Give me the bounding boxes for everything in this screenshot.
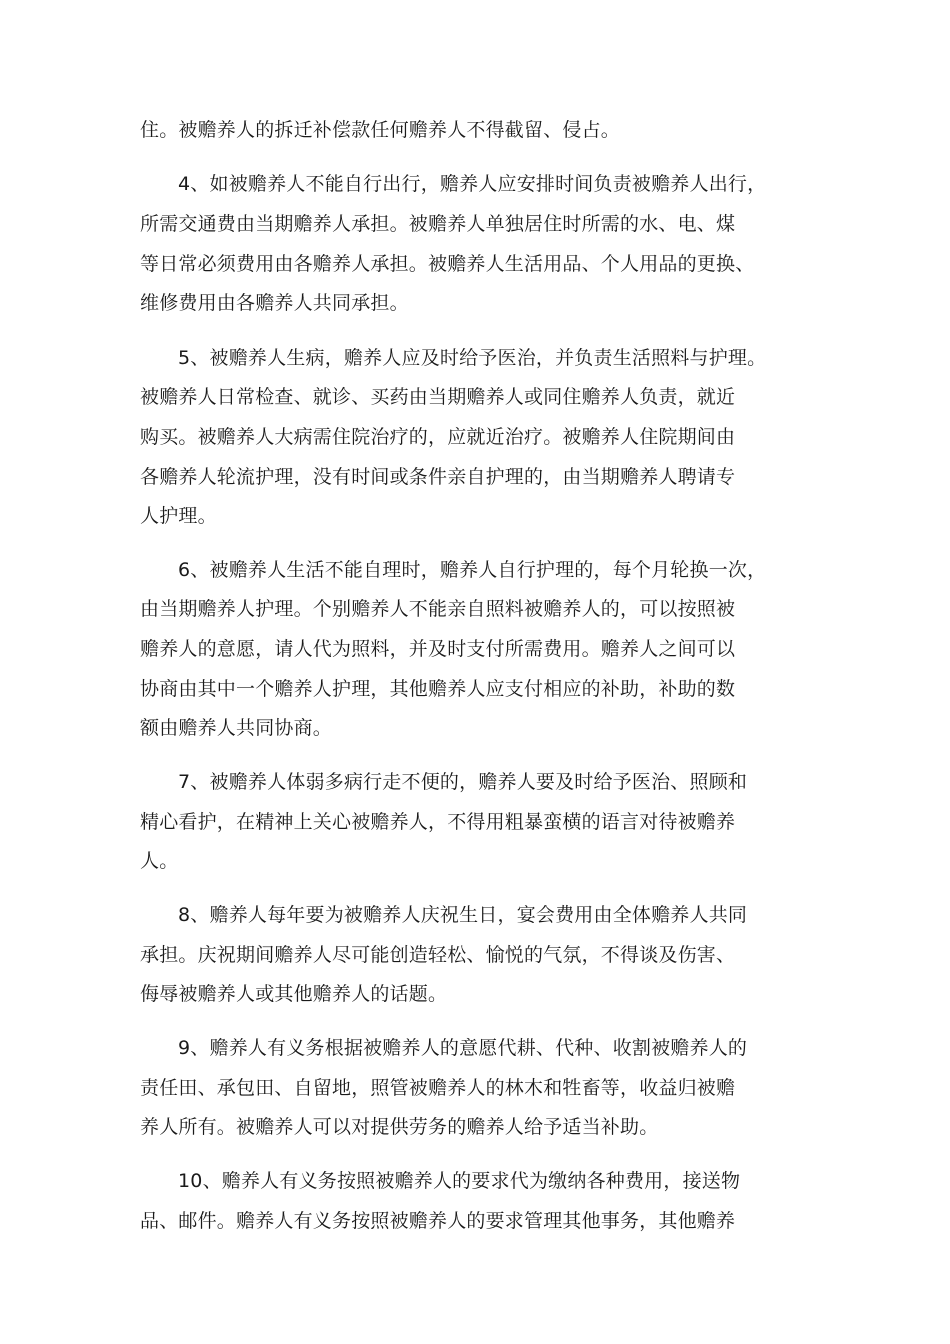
text-line: 7、被赡养人体弱多病行走不便的，赡养人要及时给予医治、照顾和 — [178, 771, 748, 793]
text-line: 侮辱被赡养人或其他赡养人的话题。 — [140, 983, 448, 1005]
text-line: 等日常必须费用由各赡养人承担。被赡养人生活用品、个人用品的更换、 — [140, 253, 755, 275]
text-line: 4、如被赡养人不能自行出行，赡养人应安排时间负责被赡养人出行， — [178, 173, 767, 195]
text-line: 人。 — [140, 850, 179, 872]
text-line: 所需交通费由当期赡养人承担。被赡养人单独居住时所需的水、电、煤 — [140, 213, 736, 235]
text-line: 赡养人的意愿，请人代为照料，并及时支付所需费用。赡养人之间可以 — [140, 638, 736, 660]
text-line: 协商由其中一个赡养人护理，其他赡养人应支付相应的补助，补助的数 — [140, 678, 736, 700]
text-line: 购买。被赡养人大病需住院治疗的，应就近治疗。被赡养人住院期间由 — [140, 426, 736, 448]
text-line: 养人所有。被赡养人可以对提供劳务的赡养人给予适当补助。 — [140, 1116, 659, 1138]
text-line: 维修费用由各赡养人共同承担。 — [140, 292, 409, 314]
text-line: 住。被赡养人的拆迁补偿款任何赡养人不得截留、侵占。 — [140, 119, 621, 141]
text-line: 额由赡养人共同协商。 — [140, 717, 333, 739]
text-line: 5、被赡养人生病，赡养人应及时给予医治，并负责生活照料与护理。 — [178, 347, 767, 369]
text-line: 9、赡养人有义务根据被赡养人的意愿代耕、代种、收割被赡养人的 — [178, 1037, 748, 1059]
text-line: 人护理。 — [140, 505, 217, 527]
text-line: 各赡养人轮流护理，没有时间或条件亲自护理的，由当期赡养人聘请专 — [140, 466, 736, 488]
text-line: 被赡养人日常检查、就诊、买药由当期赡养人或同住赡养人负责，就近 — [140, 386, 736, 408]
text-line: 8、赡养人每年要为被赡养人庆祝生日，宴会费用由全体赡养人共同 — [178, 904, 748, 926]
text-line: 精心看护，在精神上关心被赡养人，不得用粗暴蛮横的语言对待被赡养 — [140, 811, 736, 833]
text-line: 品、邮件。赡养人有义务按照被赡养人的要求管理其他事务，其他赡养 — [140, 1210, 736, 1232]
text-line: 责任田、承包田、自留地，照管被赡养人的林木和牲畜等，收益归被赡 — [140, 1077, 736, 1099]
text-line: 承担。庆祝期间赡养人尽可能创造轻松、愉悦的气氛，不得谈及伤害、 — [140, 944, 736, 966]
text-line: 10、赡养人有义务按照被赡养人的要求代为缴纳各种费用，接送物 — [178, 1170, 741, 1192]
text-line: 6、被赡养人生活不能自理时，赡养人自行护理的，每个月轮换一次， — [178, 559, 767, 581]
text-line: 由当期赡养人护理。个别赡养人不能亲自照料被赡养人的，可以按照被 — [140, 598, 736, 620]
